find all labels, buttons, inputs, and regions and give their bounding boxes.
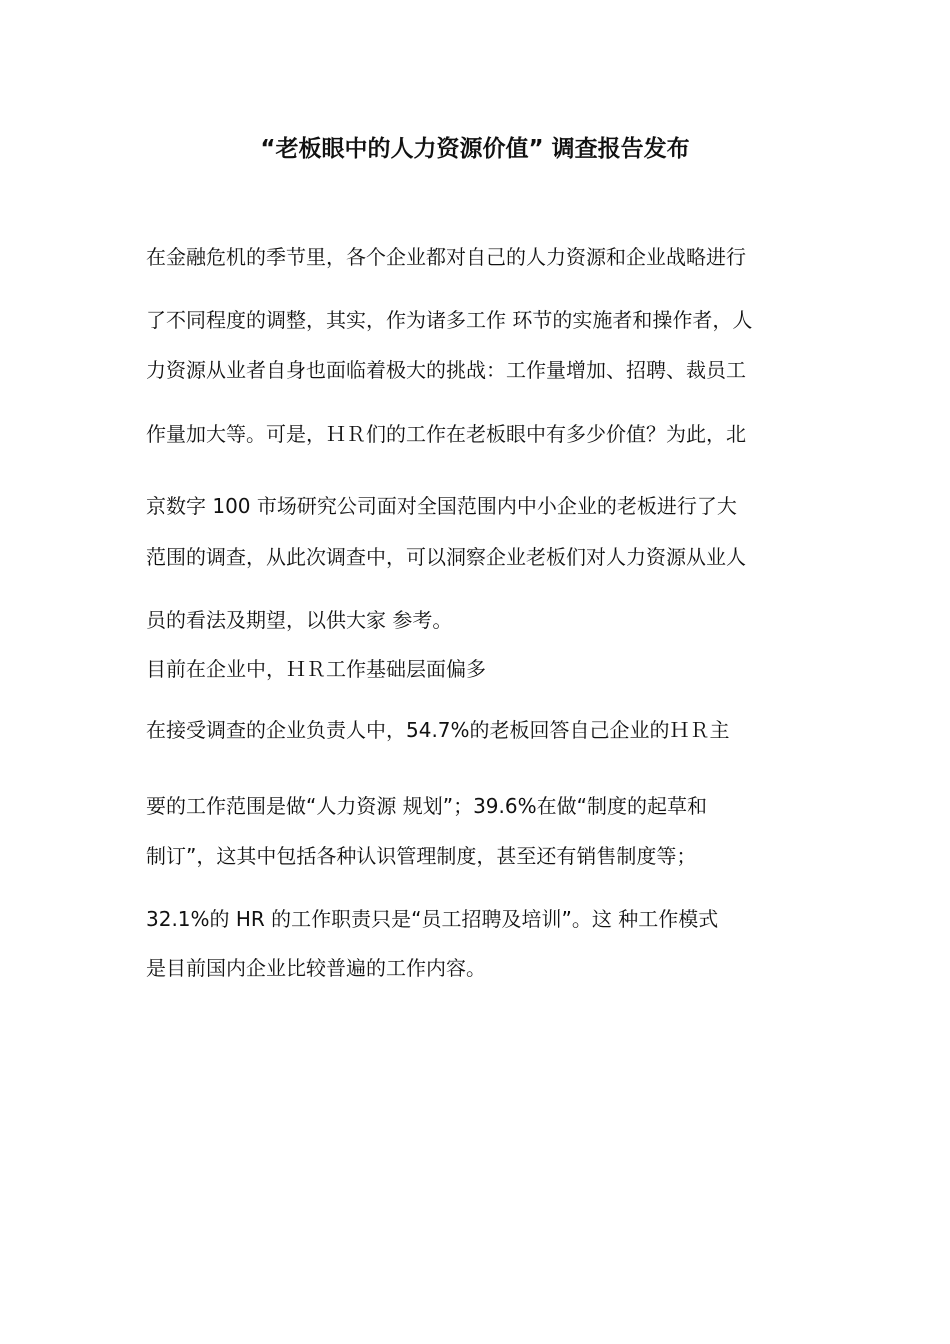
paragraph-line-11: 32.1%的 HR 的工作职责只是“员工招聘及培训”。这 种工作模式 (146, 907, 719, 931)
paragraph-line-1: 在金融危机的季节里，各个企业都对自己的人力资源和企业战略进行 (146, 245, 746, 269)
section-heading: 目前在企业中，ＨＲ工作基础层面偏多 (146, 657, 486, 681)
paragraph-line-10: 制订”，这其中包括各种认识管理制度，甚至还有销售制度等； (146, 844, 697, 868)
paragraph-line-7: 员的看法及期望，以供大家 参考。 (146, 608, 453, 632)
paragraph-line-5: 京数字 100 市场研究公司面对全国范围内中小企业的老板进行了大 (146, 494, 737, 518)
paragraph-line-4: 作量加大等。可是，ＨＲ们的工作在老板眼中有多少价值？为此，北 (146, 422, 746, 446)
paragraph-line-3: 力资源从业者自身也面临着极大的挑战：工作量增加、招聘、裁员工 (146, 358, 746, 382)
paragraph-line-8: 在接受调查的企业负责人中，54.7%的老板回答自己企业的ＨＲ主 (146, 718, 730, 742)
paragraph-line-6: 范围的调查，从此次调查中，可以洞察企业老板们对人力资源从业人 (146, 545, 746, 569)
document-title: “老板眼中的人力资源价值” 调查报告发布 (260, 136, 690, 162)
paragraph-line-2: 了不同程度的调整，其实，作为诸多工作 环节的实施者和操作者，人 (146, 308, 753, 332)
paragraph-line-9: 要的工作范围是做“人力资源 规划”；39.6%在做“制度的起草和 (146, 794, 707, 818)
paragraph-line-12: 是目前国内企业比较普遍的工作内容。 (146, 956, 486, 980)
